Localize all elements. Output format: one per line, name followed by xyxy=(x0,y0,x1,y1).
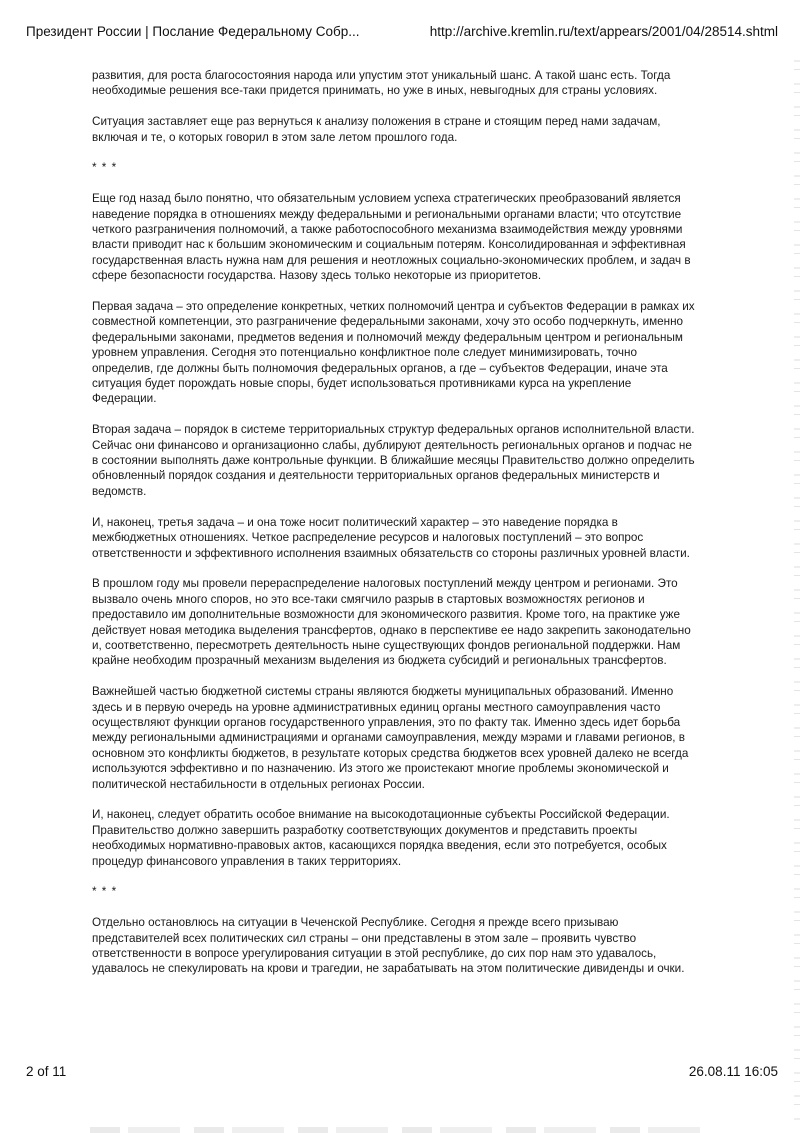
document-body xyxy=(92,68,698,992)
paragraph: Первая задача – это определение конкретных, четких полномочий центра и субъектов Федерации в рамках их совместной компетенции, это разграничение федеральными законами, хочу это особо подчеркнуть, именно федеральными законами, предметов ведения и полномочий между федеральным центром и региональным уровнем управления. Сегодня это потенциально конфликтное поле следует минимизировать, точно определив, где должны быть полномочия федеральных органов, а где – субъектов Федерации, иначе эта ситуация будет порождать новые споры, будет использоваться противниками курса на укрепление Федерации. xyxy=(92,300,695,406)
page-number: 2 of 11 xyxy=(26,1064,67,1079)
scan-edge-artifact xyxy=(794,60,800,1120)
section-separator: * * * xyxy=(92,885,118,899)
paragraph: развития, для роста благосостояния народа или упустим этот уникальный шанс. А такой шанс есть. Тогда необходимые решения все-таки придется принимать, но уже в иных, невыгодных для страны условиях. xyxy=(92,69,671,98)
section-separator: * * * xyxy=(92,161,118,175)
print-datetime: 26.08.11 16:05 xyxy=(688,1064,778,1079)
paragraph: Еще год назад было понятно, что обязательным условием успеха стратегических преобразований является наведение порядка в отношениях между федеральными и региональными органами власти; что отсутствие четкого разграничения полномочий, а также работоспособного механизма взаимодействия между уровнями власти приводит нас к большим экономическим и социальным потерям. Консолидированная и эффективная государственная власть нужна нам для решения и неотложных социально-экономических проблем, и задач в сфере безопасности государства. Назову здесь только некоторые из приоритетов. xyxy=(92,192,691,283)
page-url: http://archive.kremlin.ru/text/appears/2001/04/28514.shtml xyxy=(429,24,778,39)
paragraph: Ситуация заставляет еще раз вернуться к анализу положения в стране и стоящим перед нами задачам, включая и те, о которых говорил в этом зале летом прошлого года. xyxy=(92,115,661,144)
paragraph: Отдельно остановлюсь на ситуации в Чеченской Республике. Сегодня я прежде всего призываю представителей всех политических сил страны – они представлены в этом зале – проявить чувство ответственности в вопросе урегулирования ситуации в этой республике, до сих пор нам это удавалось, удавалось не спекулировать на крови и трагедии, не зарабатывать на этом политические дивиденды и очки. xyxy=(92,916,685,976)
print-footer xyxy=(26,1064,778,1082)
paragraph: В прошлом году мы провели перераспределение налоговых поступлений между центром и регионами. Это вызвало очень много споров, но это все-таки смягчило разрыв в стартовых возможностях регионов и предоставило им дополнительные возможности для экономического развития. Кроме того, на практике уже действует новая методика выделения трансфертов, однако в перспективе ее надо закрепить законодательно и, соответственно, пересмотреть деятельность ныне существующих фондов региональной поддержки. Нам крайне необходим прозрачный механизм выделения из бюджета субсидий и региональных трансфертов. xyxy=(92,577,691,668)
paragraph: Важнейшей частью бюджетной системы страны являются бюджеты муниципальных образований. Именно здесь и в первую очередь на уровне административных единиц органы местного самоуправления часто осуществляют функции органов государственного управления, это по факту так. Именно здесь идет борьба между региональными администрациями и органами самоуправления, между мэрами и главами регионов, в основном это конфликты бюджетов, в результате которых средства бюджетов всех уровней далеко не всегда используются эффективно и по назначению. Из этого же проистекают многие проблемы экономической и политической нестабильности в отдельных регионах России. xyxy=(92,685,689,791)
paragraph: И, наконец, следует обратить особое внимание на высокодотационные субъекты Российской Федерации. Правительство должно завершить разработку соответствующих документов и представить проекты необходимых нормативно-правовых актов, касающихся порядка введения, если это потребуется, особых процедур финансового управления в таких территориях. xyxy=(92,808,670,868)
scan-bleed-artifact xyxy=(90,1127,710,1133)
print-header xyxy=(26,24,778,44)
page-title: Президент России | Послание Федеральному Собр... xyxy=(26,24,360,39)
paragraph: И, наконец, третья задача – и она тоже носит политический характер – это наведение порядка в межбюджетных отношениях. Четкое распределение ресурсов и налоговых поступлений – это вопрос ответственности и эффективного исполнения взаимных обязательств со стороны различных уровней власти. xyxy=(92,515,690,560)
paragraph: Вторая задача – порядок в системе территориальных структур федеральных органов исполнительной власти. Сейчас они финансово и организационно слабы, дублируют деятельность региональных органов и подчас не в состоянии выполнять даже контрольные функции. В ближайшие месяцы Правительство должно определить обновленный порядок создания и деятельности территориальных органов федеральных министерств и ведомств. xyxy=(92,423,695,498)
